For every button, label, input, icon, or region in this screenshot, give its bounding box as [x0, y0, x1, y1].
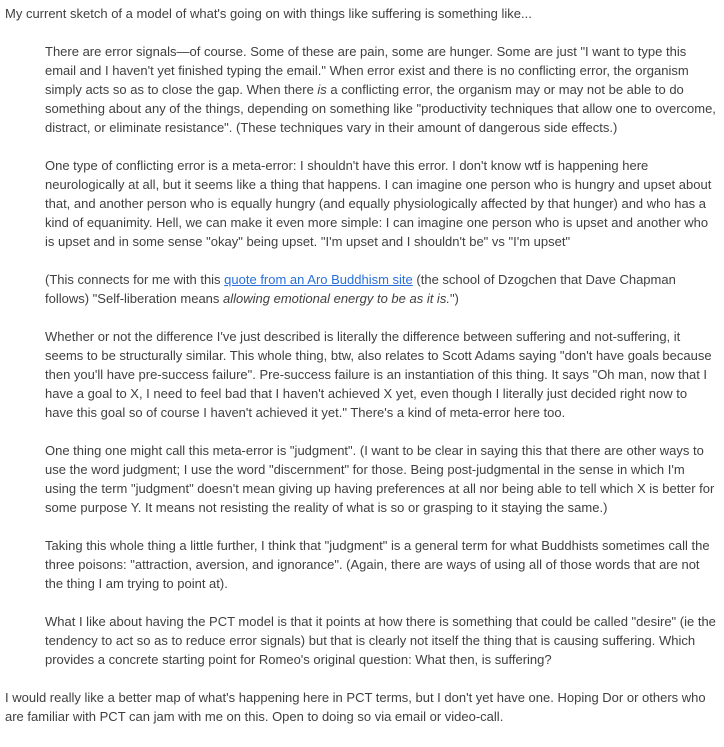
- quoted-paragraph: [45, 441, 718, 517]
- text-segment: "): [449, 291, 459, 306]
- text-segment: One thing one might call this meta-error is "judgment". (I want to be clear in saying this that there are other ways to use the word judgment; I use the word "discernment" for those. Being post-judgmental in the sense in which I'm using the term "judgment" doesn't mean giving up having preferences at all nor being able to tell which X is better for some purpose Y. It means not resisting the reality of what is so or grasping to it staying the same.): [45, 443, 715, 515]
- quoted-paragraph: [45, 536, 718, 593]
- emphasis-text: allowing emotional energy to be as it is.: [223, 291, 450, 306]
- aro-buddhism-quote-link[interactable]: quote from an Aro Buddhism site: [224, 272, 413, 287]
- text-segment: Whether or not the difference I've just described is literally the difference between suffering and not-suffering, it seems to be structurally similar. This whole thing, btw, also relates to Scott Adams saying "don't have goals because then you'll have pre-success failure". Pre-success failure is an instantiation of this thing. It says "Oh man, now that I have a goal to X, I need to feel bad that I haven't achieved X yet, even though I literally just decided right now to have this goal so of course I haven't achieved it yet." There's a kind of meta-error here too.: [45, 329, 712, 420]
- quote-block: [45, 42, 718, 669]
- text-segment: Taking this whole thing a little further, I think that "judgment" is a general term for what Buddhists sometimes call the three poisons: "attraction, aversion, and ignorance". (Again, there are ways of using all of those words that are not the thing I am trying to point at).: [45, 538, 710, 591]
- text-segment: (This connects for me with this: [45, 272, 225, 287]
- quoted-paragraph: [45, 42, 718, 137]
- text-segment: One type of conflicting error is a meta-error: I shouldn't have this error. I don't know wtf is happening here neurologically at all, but it seems like a thing that happens. I can imagine one person who is hungry and upset about that, and another person who is equally hungry (and equally physiologically affected by that hunger) and who has a kind of equanimity. Hell, we can make it even more simple: I can imagine one person who is upset and another who is upset and in some sense "okay" being upset. "I'm upset and I shouldn't be" vs "I'm upset": [45, 158, 712, 249]
- intro-paragraph: My current sketch of a model of what's going on with things like suffering is something like...: [5, 6, 532, 21]
- text-segment: (the school of Dzogchen that Dave Chapman follows) "Self-liberation means: [45, 272, 676, 306]
- quoted-paragraph: [45, 270, 718, 308]
- text-segment: a conflicting error, the organism may or may not be able to do something about any of the things, depending on something like "productivity techniques that allow one to overcome, distract, or eliminate resistance". (These techniques vary in their amount of dangerous side effects.): [45, 82, 716, 135]
- quoted-paragraph: [45, 156, 718, 251]
- outro-paragraph: I would really like a better map of what's happening here in PCT terms, but I don't yet have one. Hoping Dor or others who are familiar with PCT can jam with me on this. Open to doing so via email or video-call.: [5, 690, 706, 724]
- text-segment: What I like about having the PCT model is that it points at how there is something that could be called "desire" (ie the tendency to act so as to reduce error signals) but that is clearly not itself the thing that is causing suffering. Which provides a concrete starting point for Romeo's original question: What then, is suffering?: [45, 614, 716, 667]
- emphasis-text: is: [317, 82, 327, 97]
- quoted-paragraph: [45, 612, 718, 669]
- quoted-paragraph: [45, 327, 718, 422]
- text-segment: There are error signals—of course. Some of these are pain, some are hunger. Some are just "I want to type this email and I haven't yet finished typing the email." When error exist and there is no conflicting error, the organism simply acts so as to close the gap. When there: [45, 44, 689, 97]
